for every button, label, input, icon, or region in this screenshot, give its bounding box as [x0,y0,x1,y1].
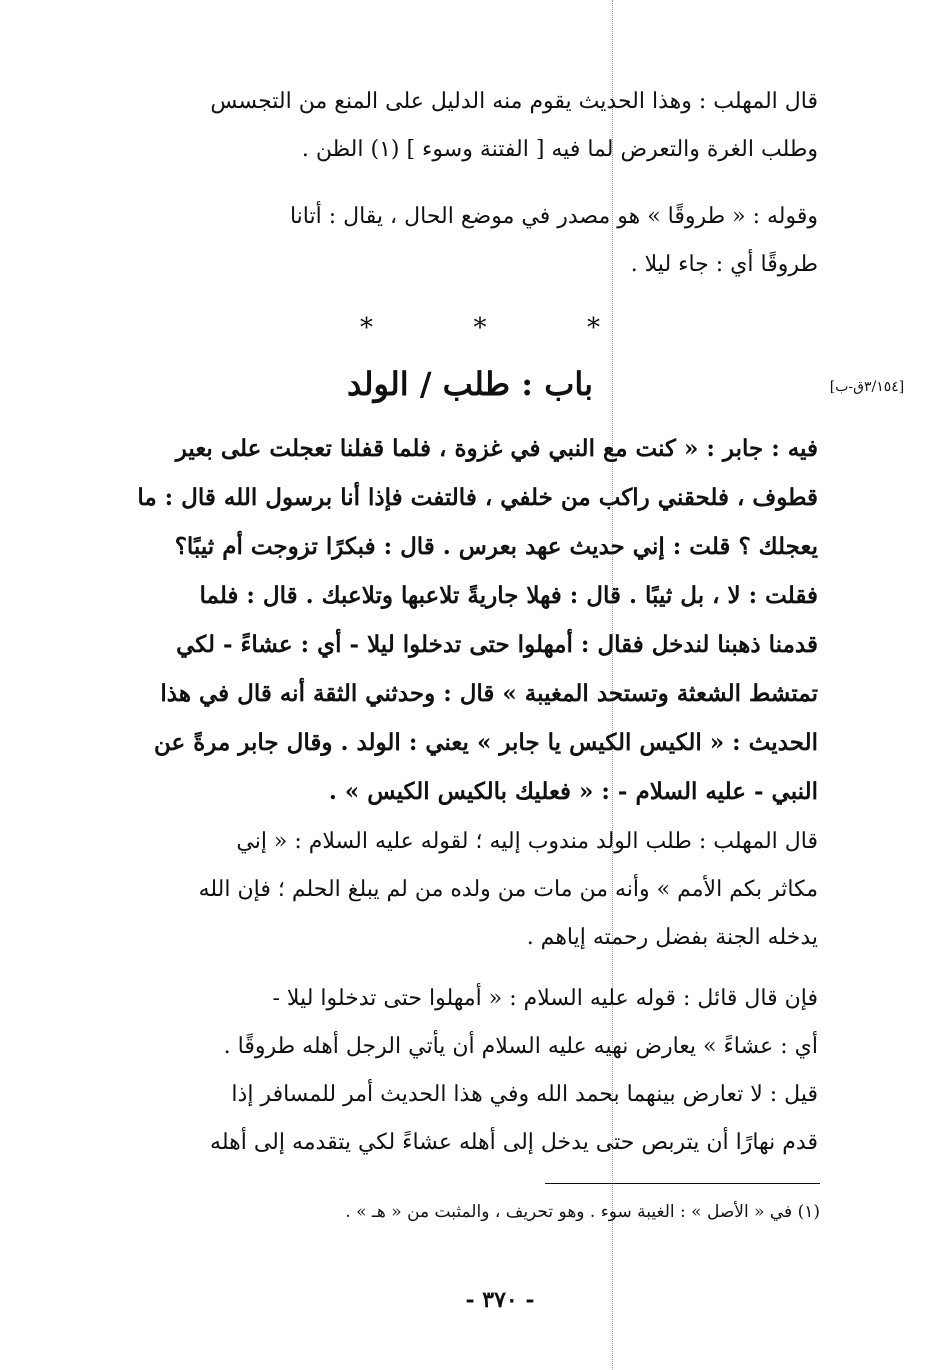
star-ornament: * [360,313,373,343]
star-ornament: * [473,313,487,343]
paragraph-muhallab-1 [135,78,818,174]
text-line: أي : عشاءً » يعارض نهيه عليه السلام أن يأتي الرجل أهله طروقًا . [223,1034,818,1059]
page-number: - ٣٧٠ - [465,1287,535,1313]
text-line: مكاثر بكم الأمم » وأنه من مات من ولده من لم يبلغ الحلم ؛ فإن الله [198,877,818,902]
paragraph-turuqan [135,193,818,289]
text-line: يعجلك ؟ قلت : إني حديث عهد بعرس . قال : فبكرًا تزوجت أم ثيبًا؟ [174,533,818,560]
text-line: فإن قال قائل : قوله عليه السلام : « أمهلوا حتى تدخلوا ليلا - [272,986,818,1011]
paragraph-objection [135,975,818,1167]
text-line: قال المهلب : طلب الولد مندوب إليه ؛ لقوله عليه السلام : « إني [236,829,818,854]
star-ornament: * [587,313,600,343]
text-line: قال المهلب : وهذا الحديث يقوم منه الدليل على المنع من التجسس [210,89,818,114]
text-line: وطلب الغرة والتعرض لما فيه [ الفتنة وسوء ] (١) الظن . [301,137,818,162]
paragraph-muhallab-2 [135,818,818,962]
text-line: فقلت : لا ، بل ثيبًا . قال : فهلا جاريةً تلاعبها وتلاعبك . قال : فلما [199,582,818,609]
chapter-heading: باب : طلب / الولد [346,365,594,403]
text-line: قدم نهارًا أن يتربص حتى يدخل إلى أهله عشاءً لكي يتقدمه إلى أهله [210,1130,818,1155]
text-line: فيه : جابر : « كنت مع النبي في غزوة ، فلما قفلنا تعجلت على بعير [175,435,818,462]
text-line: قطوف ، فلحقني راكب من خلفي ، فالتفت فإذا أنا برسول الله قال : ما [137,484,818,511]
footnote-rule [545,1183,820,1184]
text-line: قدمنا ذهبنا لندخل فقال : أمهلوا حتى تدخلوا ليلا - أي : عشاءً - لكي [176,631,818,658]
text-line: طروقًا أي : جاء ليلا . [630,252,818,277]
footnote: (١) في « الأصل » : الغيبة سوء . وهو تحريف ، والمثبت من « هـ » . [345,1202,820,1222]
text-line: تمتشط الشعثة وتستحد المغيبة » قال : وحدثني الثقة أنه قال في هذا [160,680,818,707]
paragraph-hadith-jabir [135,424,818,816]
text-line: قيل : لا تعارض بينهما بحمد الله وفي هذا الحديث أمر للمسافر إذا [231,1082,818,1107]
section-separator [360,308,600,348]
margin-reference: [٣/١٥٤ق-ب] [829,379,905,395]
text-line: يدخله الجنة بفضل رحمته إياهم . [526,925,818,950]
text-line: النبي - عليه السلام - : « فعليك بالكيس الكيس » . [328,778,818,805]
text-line: وقوله : « طروقًا » هو مصدر في موضع الحال ، يقال : أتانا [289,204,818,229]
text-line: الحديث : « الكيس الكيس يا جابر » يعني : الولد . وقال جابر مرةً عن [153,729,818,756]
